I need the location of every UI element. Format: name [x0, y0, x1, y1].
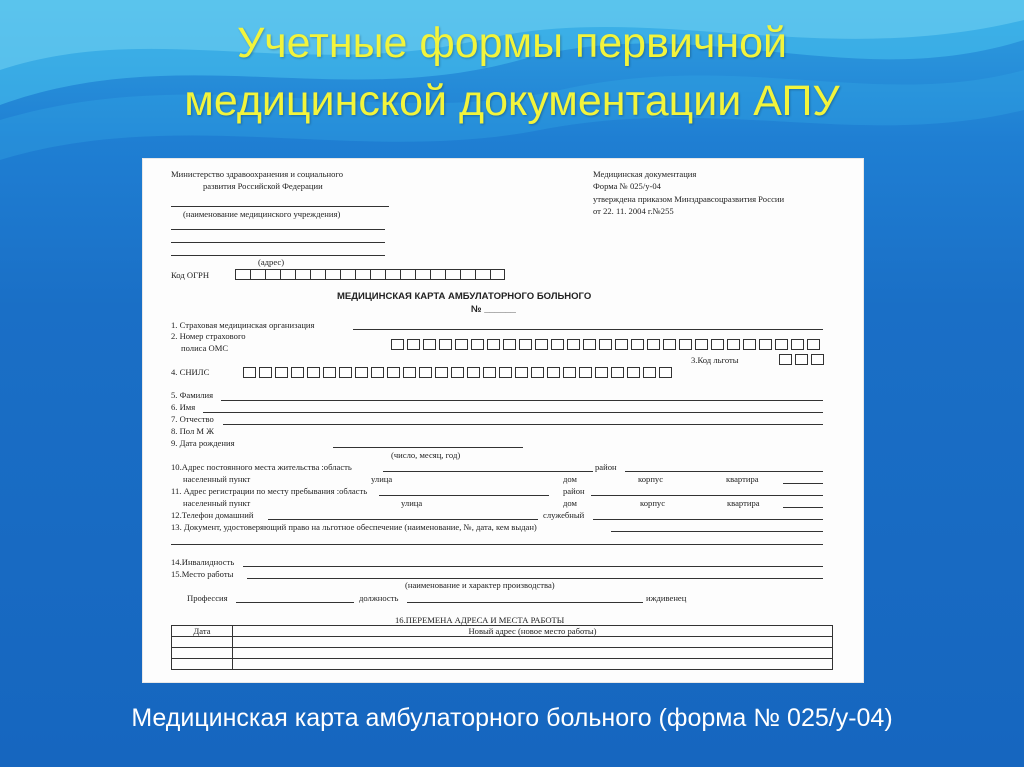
- field-surname: 5. Фамилия: [171, 390, 214, 400]
- street-label: улица: [371, 474, 393, 484]
- policy-cells: [391, 339, 823, 351]
- field-snils: 4. СНИЛС: [171, 367, 210, 377]
- dependent-label: иждивенец: [646, 593, 687, 603]
- field-line: [333, 447, 523, 448]
- field-sex: 8. Пол М Ж: [171, 426, 214, 436]
- form-number: Форма № 025/у-04: [593, 181, 661, 191]
- work-phone-label: служебный: [543, 510, 585, 520]
- field-line: [625, 471, 823, 472]
- field-line: [236, 602, 354, 603]
- approval-line: утверждена приказом Минздравсоцразвития России: [593, 194, 785, 204]
- table-row: [172, 648, 833, 659]
- field-line: [243, 566, 823, 567]
- card-number: № ______: [471, 304, 516, 315]
- ministry-line-1: Министерство здравоохранения и социального: [171, 169, 344, 179]
- table-row: [172, 659, 833, 670]
- field-phone: 12.Телефон домашний: [171, 510, 254, 520]
- field-line: [611, 531, 823, 532]
- street-label-2: улица: [401, 498, 423, 508]
- settlement-label: населенный пункт: [183, 474, 251, 484]
- region-label-2: район: [563, 486, 585, 496]
- field-insurance: 1. Страховая медицинская организация: [171, 320, 315, 330]
- field-line: [591, 495, 823, 496]
- institution-label: (наименование медицинского учреждения): [183, 209, 341, 219]
- field-line: [353, 329, 823, 330]
- field-line: [783, 483, 823, 484]
- field-line: [247, 578, 823, 579]
- approval-date: от 22. 11. 2004 г.№255: [593, 206, 674, 216]
- blank-line: [171, 229, 385, 230]
- table-row: [172, 637, 833, 648]
- blank-line: [171, 255, 385, 256]
- field-benefit-code: 3.Код льготы: [691, 355, 739, 365]
- slide-title-line-1: Учетные формы первичной: [236, 19, 788, 67]
- field-birthdate: 9. Дата рождения: [171, 438, 235, 448]
- slide-caption: Медицинская карта амбулаторного больного (форма № 025/у-04): [131, 704, 893, 732]
- ogrn-label: Код ОГРН: [171, 270, 210, 280]
- field-line: [223, 424, 823, 425]
- position-label: должность: [359, 593, 399, 603]
- card-title: МЕДИЦИНСКАЯ КАРТА АМБУЛАТОРНОГО БОЛЬНОГО: [337, 291, 592, 302]
- house-label-2: дом: [563, 498, 577, 508]
- field-disability: 14.Инвалидность: [171, 557, 235, 567]
- field-line: [593, 519, 823, 520]
- benefit-cells: [779, 354, 827, 366]
- field-line: [221, 400, 823, 401]
- field-name: 6. Имя: [171, 402, 196, 412]
- field-line: [268, 519, 538, 520]
- col-date-header: Дата: [172, 626, 233, 637]
- field-line: [203, 412, 823, 413]
- snils-cells: [243, 367, 675, 379]
- field-line: [379, 495, 549, 496]
- section-16-title: 16.ПЕРЕМЕНА АДРЕСА И МЕСТА РАБОТЫ: [395, 615, 565, 625]
- col-new-address-header: Новый адрес (новое место работы): [233, 626, 833, 637]
- field-line: [171, 544, 823, 545]
- region-label: район: [595, 462, 617, 472]
- birthdate-hint: (число, месяц, год): [391, 450, 461, 460]
- field-registration: 11. Адрес регистрации по месту пребывания :область: [171, 486, 368, 496]
- workplace-hint: (наименование и характер производства): [405, 580, 555, 590]
- blank-line: [171, 242, 385, 243]
- apartment-label: квартира: [726, 474, 759, 484]
- house-label: дом: [563, 474, 577, 484]
- building-label: корпус: [638, 474, 664, 484]
- field-patronymic: 7. Отчество: [171, 414, 214, 424]
- settlement-label-2: населенный пункт: [183, 498, 251, 508]
- address-change-table: [171, 625, 833, 670]
- table-header-row: [172, 626, 833, 637]
- slide-title-line-2: медицинской документации АПУ: [184, 77, 840, 125]
- field-line: [383, 471, 593, 472]
- field-policy-2: полиса ОМС: [181, 343, 229, 353]
- form-025-document: [143, 159, 863, 682]
- field-address: 10.Адрес постоянного места жительства :область: [171, 462, 352, 472]
- slide-title: [0, 14, 1024, 130]
- institution-line: [171, 206, 389, 207]
- field-line: [783, 507, 823, 508]
- apartment-label-2: квартира: [727, 498, 760, 508]
- field-workplace: 15.Место работы: [171, 569, 234, 579]
- building-label-2: корпус: [640, 498, 666, 508]
- ministry-line-2: развития Российской Федерации: [203, 181, 323, 191]
- ogrn-cells: [235, 269, 505, 281]
- profession-label: Профессия: [187, 593, 228, 603]
- address-label: (адрес): [258, 257, 285, 267]
- field-benefit-doc: 13. Документ, удостоверяющий право на льготное обеспечение (наименование, №, дата, кем выдан): [171, 522, 537, 532]
- field-policy-1: 2. Номер страхового: [171, 331, 246, 341]
- field-line: [407, 602, 643, 603]
- med-doc-label: Медицинская документация: [593, 169, 697, 179]
